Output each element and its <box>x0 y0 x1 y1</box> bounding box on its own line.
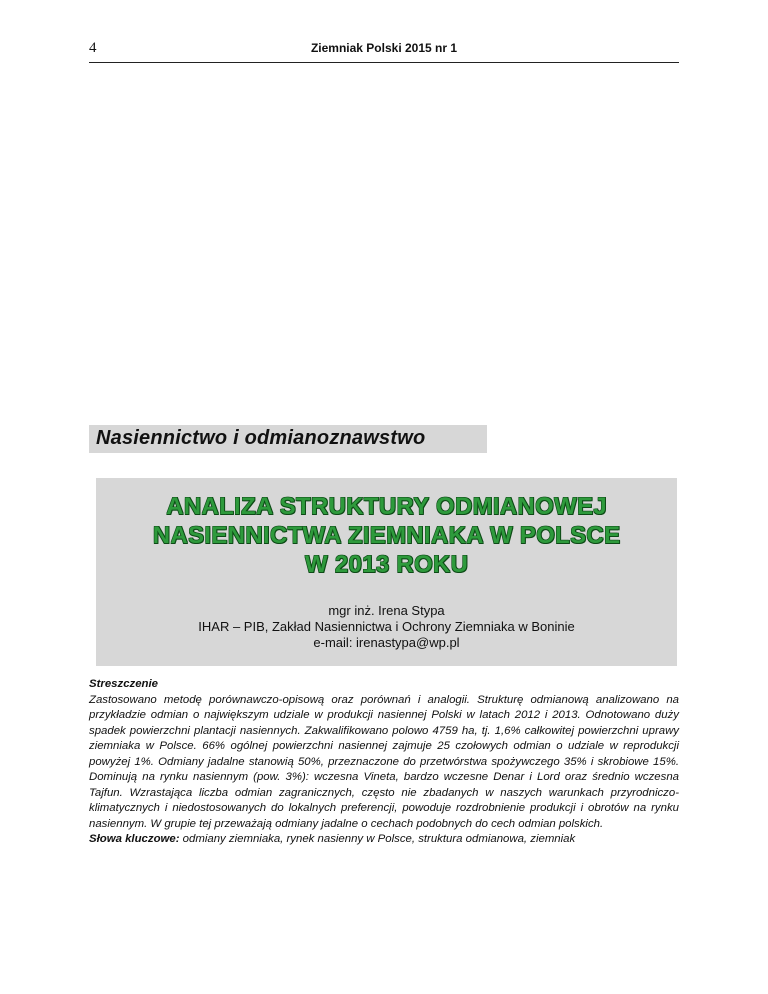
author-name: mgr inż. Irena Stypa <box>328 603 445 618</box>
author-block <box>96 603 677 651</box>
abstract-heading: Streszczenie <box>89 678 159 690</box>
section-label <box>89 425 487 453</box>
article-title-line: ANALIZA STRUKTURY ODMIANOWEJ <box>166 493 607 520</box>
page-number: 4 <box>89 40 97 56</box>
running-header: Ziemniak Polski 2015 nr 1 <box>310 41 458 55</box>
article-title-line: W 2013 ROKU <box>304 551 469 578</box>
keywords-label: Słowa kluczowe: <box>89 833 180 845</box>
section-label-text: Nasiennictwo i odmianoznawstwo <box>96 427 426 449</box>
keywords-text: odmiany ziemniaka, rynek nasienny w Polsce, struktura odmianowa, ziemniak <box>179 833 576 845</box>
article-title-line: NASIENNICTWA ZIEMNIAKA W POLSCE <box>152 522 621 549</box>
abstract-body: Zastosowano metodę porównawczo-opisową oraz porównań i analogii. Strukturę odmianową analizowano na przykładzie odmian o największym udziale w produkcji nasiennej Polski w latach 2012 i 2013. Odnotowano duży spadek powierzchni plantacji nasiennych. Zakwalifikowano polowo 4759 ha, tj. 1,6% całkowitej powierzchni uprawy ziemniaka w Polsce. 66% ogólnej powierzchni nasiennej zajmuje 25 czołowych odmian o udziale w reprodukcji powyżej 1%. Odmiany jadalne stanowią 50%, przeznaczone do przetwórstwa spożywczego 35% i skrobiowe 15%. Dominują na rynku nasiennym (pow. 3%): wczesna Vineta, bardzo wczesne Denar i Lord oraz średnio wczesna Tajfun. Wzrastająca liczba odmian zagranicznych, często nie zbadanych w naszych warunkach przyrodniczo-klimatycznych i niedostosowanych do lokalnych preferencji, powoduje rozdrobnienie produkcji i obrotów na rynku nasiennym. W grupie tej przeważają odmiany jadalne o cechach podobnych do cech odmian polskich. <box>89 693 679 830</box>
keywords <box>89 832 679 848</box>
title-box <box>96 478 677 666</box>
header-rule <box>89 62 679 63</box>
article-title <box>96 492 677 579</box>
author-email: e-mail: irenastypa@wp.pl <box>313 635 460 650</box>
author-affiliation: IHAR – PIB, Zakład Nasiennictwa i Ochrony Ziemniaka w Boninie <box>198 619 575 634</box>
abstract <box>89 677 679 848</box>
